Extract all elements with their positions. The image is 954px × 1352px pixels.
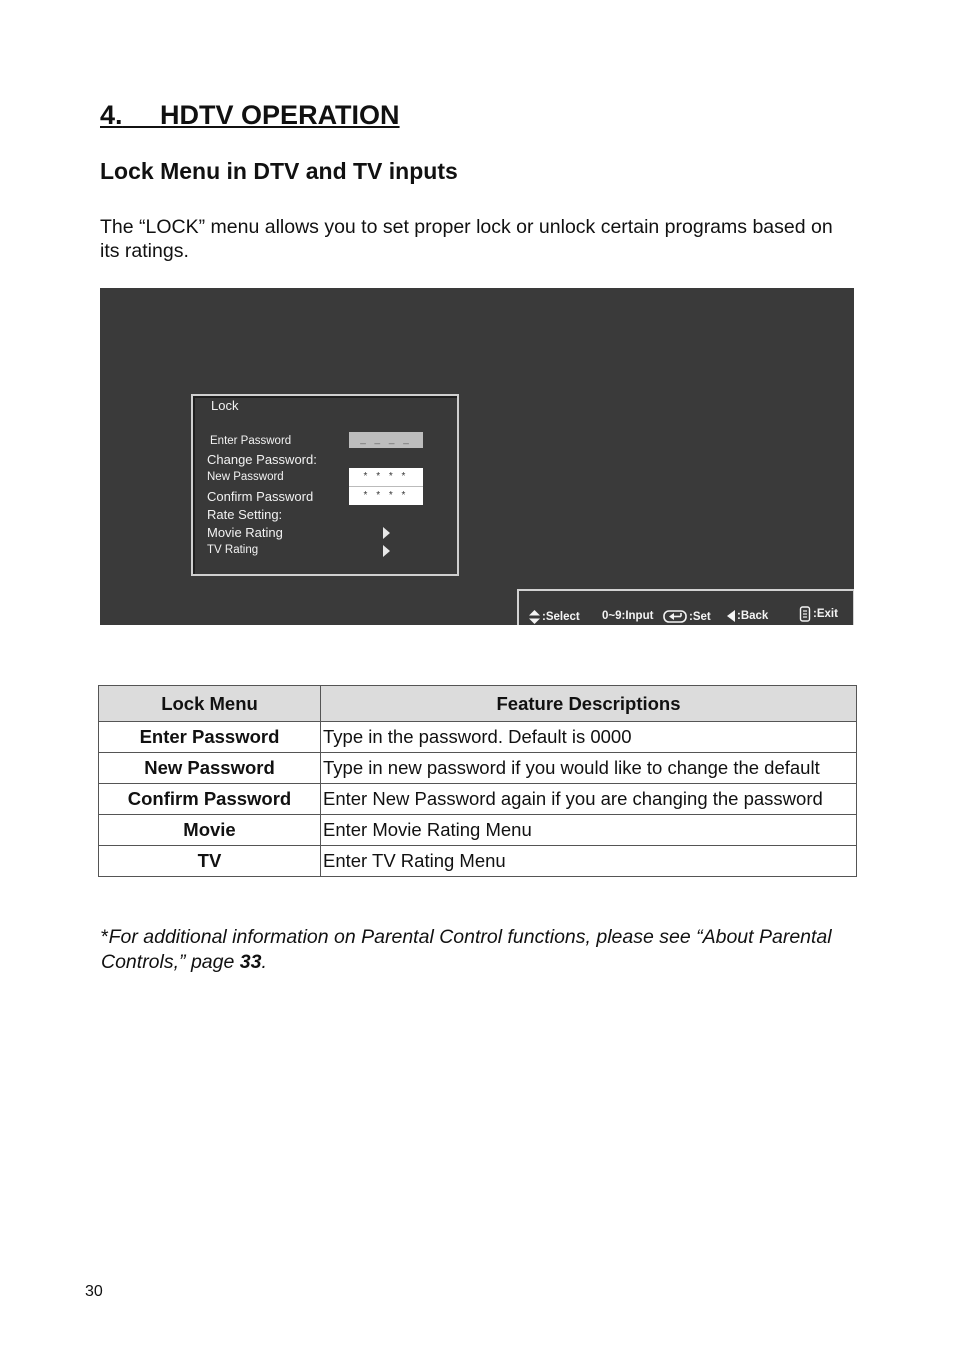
lock-menu-panel bbox=[191, 394, 459, 576]
new-password-field[interactable]: * * * * bbox=[349, 468, 423, 486]
intro-paragraph: The “LOCK” menu allows you to set proper lock or unlock certain programs based on its ratings. bbox=[100, 216, 833, 262]
table-cell-description: Enter TV Rating Menu bbox=[321, 846, 857, 877]
tv-screen-screenshot bbox=[100, 288, 854, 625]
help-select-label: :Select bbox=[542, 611, 580, 623]
section-heading bbox=[100, 100, 400, 131]
table-cell-menu: Enter Password bbox=[99, 722, 321, 753]
menu-item-confirm-password[interactable]: Confirm Password bbox=[207, 489, 314, 504]
movie-rating-arrow-icon[interactable] bbox=[383, 527, 390, 539]
tv-rating-arrow-icon[interactable] bbox=[383, 545, 390, 557]
note-page-reference: 33 bbox=[239, 951, 262, 973]
table-row bbox=[99, 846, 857, 877]
help-exit bbox=[799, 606, 838, 622]
enter-key-icon bbox=[663, 610, 687, 623]
column-header-lock-menu: Lock Menu bbox=[99, 686, 321, 722]
help-select bbox=[529, 610, 580, 624]
sub-heading: Lock Menu in DTV and TV inputs bbox=[100, 158, 458, 184]
note-text: For additional information on Parental Control functions, please see “About Parental Controls,” page bbox=[101, 926, 832, 973]
confirm-password-field[interactable]: * * * * bbox=[349, 486, 423, 505]
lock-panel-title: Lock bbox=[211, 398, 239, 413]
remote-help-bar bbox=[517, 589, 854, 625]
page-number: 30 bbox=[85, 1283, 103, 1300]
remote-control-icon bbox=[799, 606, 811, 622]
table-row bbox=[99, 784, 857, 815]
section-title: HDTV OPERATION bbox=[160, 100, 400, 130]
menu-item-enter-password[interactable]: Enter Password bbox=[210, 435, 292, 447]
help-input bbox=[602, 610, 653, 622]
parental-control-note bbox=[101, 925, 861, 975]
menu-item-new-password[interactable]: New Password bbox=[207, 471, 284, 483]
note-end: . bbox=[261, 951, 267, 973]
help-back-label: :Back bbox=[737, 610, 769, 622]
help-input-label: 0~9:Input bbox=[602, 610, 654, 622]
table-cell-description: Type in new password if you would like to change the default bbox=[321, 753, 857, 784]
table-row bbox=[99, 815, 857, 846]
back-arrow-icon bbox=[727, 610, 735, 622]
enter-password-field[interactable]: _ _ _ _ bbox=[349, 432, 423, 448]
help-back bbox=[727, 610, 768, 622]
help-set bbox=[663, 610, 711, 623]
table-cell-description: Enter New Password again if you are changing the password bbox=[321, 784, 857, 815]
help-set-label: :Set bbox=[689, 610, 711, 623]
table-cell-menu: Movie bbox=[99, 815, 321, 846]
menu-item-tv-rating[interactable]: TV Rating bbox=[207, 544, 259, 556]
table-header-row bbox=[99, 686, 857, 722]
note-asterisk: * bbox=[101, 926, 109, 948]
table-cell-menu: TV bbox=[99, 846, 321, 877]
lock-menu-table bbox=[98, 685, 857, 877]
table-row bbox=[99, 722, 857, 753]
section-number: 4. bbox=[100, 100, 123, 130]
menu-label-change-password: Change Password: bbox=[207, 452, 317, 467]
menu-item-movie-rating[interactable]: Movie Rating bbox=[207, 525, 283, 540]
column-header-feature-descriptions: Feature Descriptions bbox=[321, 686, 857, 722]
table-cell-description: Enter Movie Rating Menu bbox=[321, 815, 857, 846]
table-cell-description: Type in the password. Default is 0000 bbox=[321, 722, 857, 753]
up-down-arrow-icon bbox=[529, 610, 540, 624]
table-cell-menu: Confirm Password bbox=[99, 784, 321, 815]
menu-label-rate-setting: Rate Setting: bbox=[207, 507, 283, 522]
table-row bbox=[99, 753, 857, 784]
help-exit-label: :Exit bbox=[813, 608, 838, 620]
table-cell-menu: New Password bbox=[99, 753, 321, 784]
